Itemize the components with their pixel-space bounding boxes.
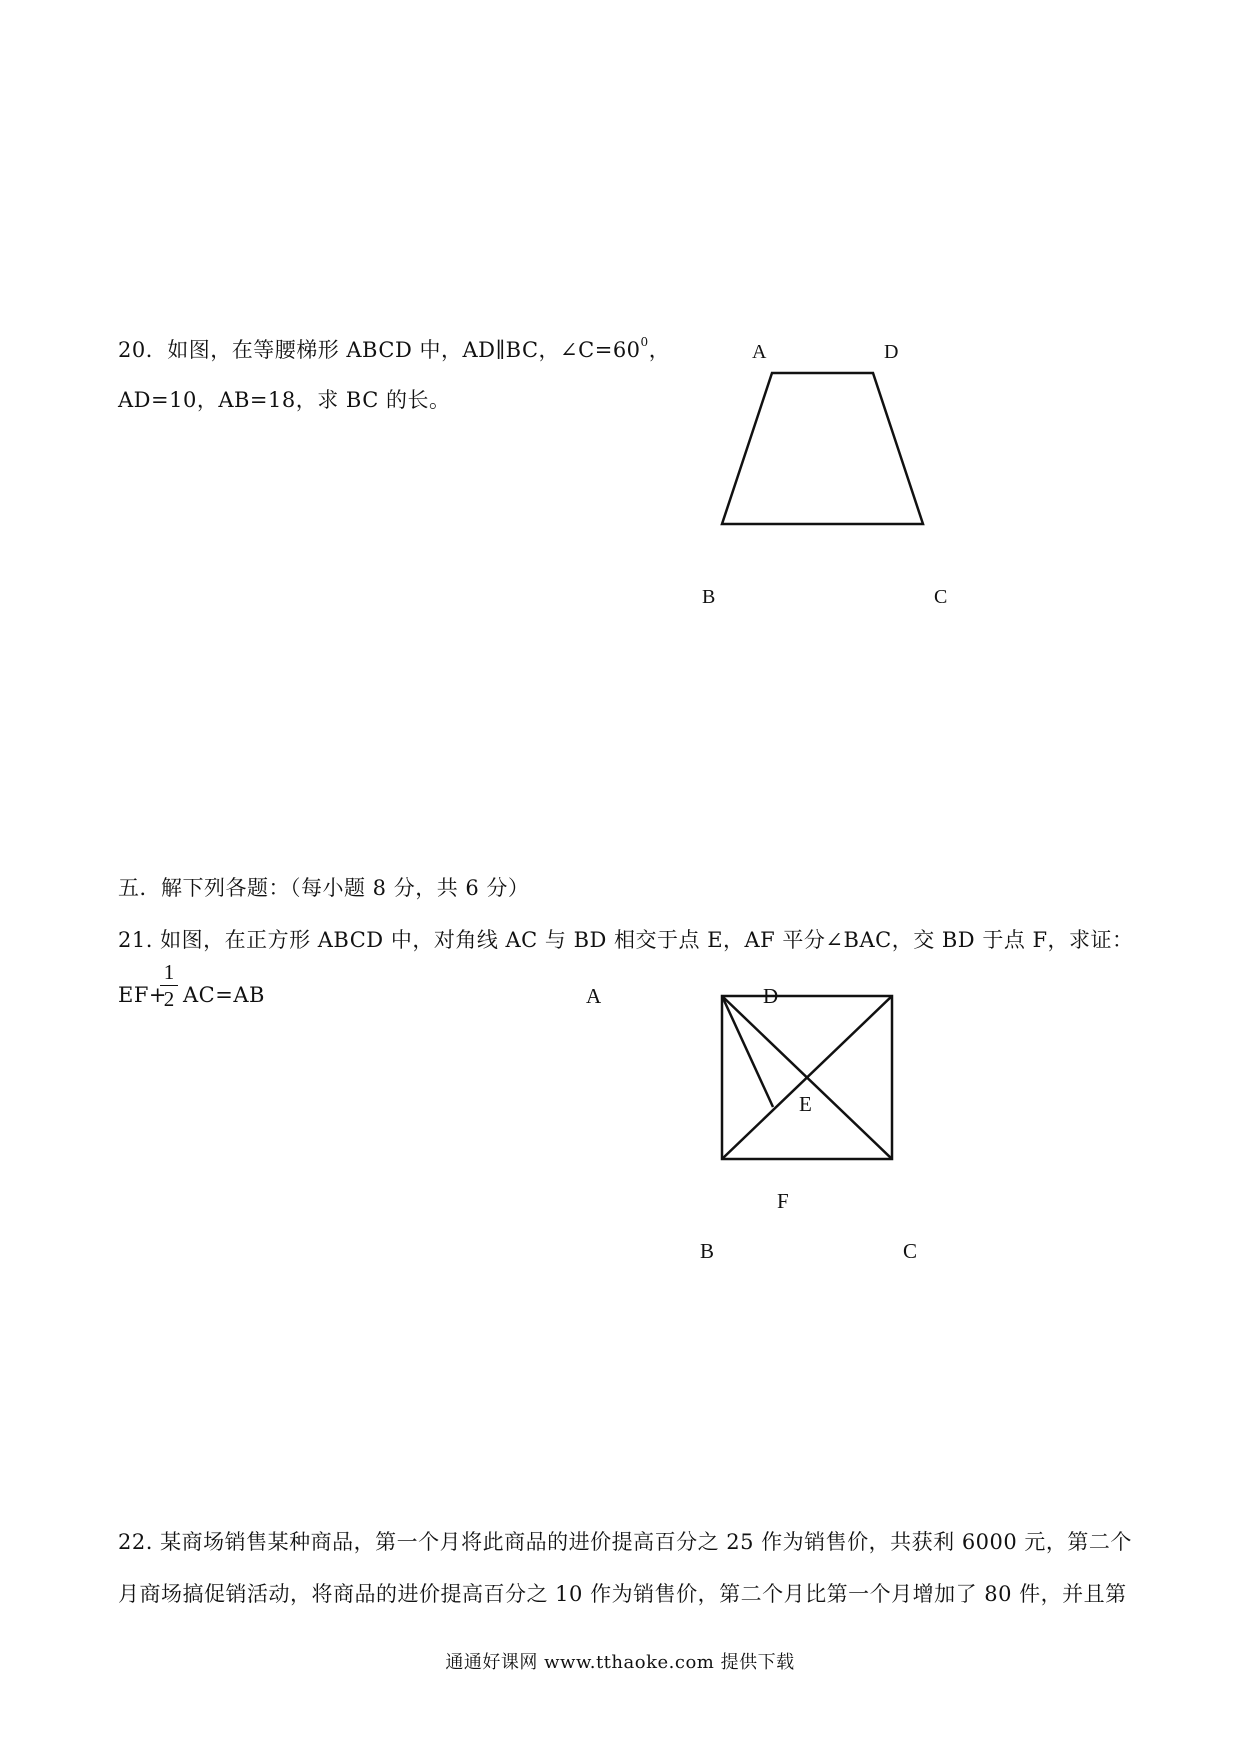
square-label-e: E — [799, 1092, 812, 1116]
square-label-c: C — [903, 1239, 918, 1263]
q22-line1: 22. 某商场销售某种商品，第一个月将此商品的进价提高百分之 25 作为销售价，共获利 6000 元，第二个 — [118, 1530, 1132, 1554]
section-heading: 五．解下列各题：（每小题 8 分，共 6 分） — [118, 876, 530, 900]
trapezoid-label-d: D — [884, 341, 899, 363]
trapezoid-label-c: C — [934, 586, 948, 608]
q21-eq-left: EF+ — [118, 983, 167, 1007]
q20-line2: AD=10，AB=18，求 BC 的长。 — [118, 388, 451, 412]
q21-eq-right: AC=AB — [183, 983, 265, 1007]
square-label-f: F — [777, 1189, 789, 1213]
page-footer: 通通好课网 www.tthaoke.com 提供下载 — [445, 1652, 795, 1673]
bisector-af — [722, 996, 773, 1107]
q21-line1: 21. 如图，在正方形 ABCD 中，对角线 AC 与 BD 相交于点 E，AF 平分∠BAC，交 BD 于点 F，求证： — [118, 928, 1134, 952]
square-label-a: A — [586, 984, 602, 1008]
trapezoid-label-a: A — [752, 341, 767, 363]
q20-line1-comma: ， — [648, 338, 671, 362]
degree-superscript: 0 — [640, 335, 649, 349]
fraction-numerator: 1 — [163, 960, 175, 984]
fraction-denominator: 2 — [163, 987, 175, 1011]
square-label-d: D — [763, 984, 779, 1008]
q22-line2: 月商场搞促销活动，将商品的进价提高百分之 10 作为销售价，第二个月比第一个月增加了 80 件，并且第 — [118, 1582, 1127, 1606]
q20-line1-text: 20．如图，在等腰梯形 ABCD 中，AD∥BC，∠C=60 — [118, 338, 641, 362]
trapezoid-label-b: B — [702, 586, 716, 608]
square-label-b: B — [700, 1239, 715, 1263]
